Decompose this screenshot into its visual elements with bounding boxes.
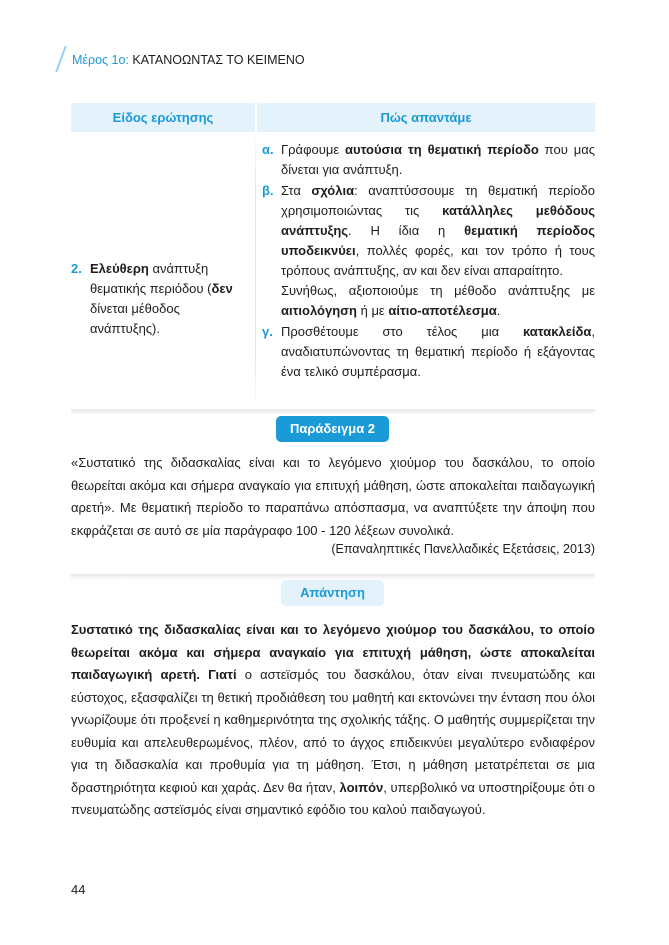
example-source: (Επαναληπτικές Πανελλαδικές Εξετάσεις, 2013): [331, 542, 595, 556]
question-type-text: Ελεύθερη ανάπτυξη θεματικής περιόδου (δεν δίνεται μέθοδος ανάπτυξης).: [90, 261, 233, 336]
answer-steps: [262, 140, 595, 383]
table-header-question-type: Είδος ερώτησης: [112, 110, 214, 125]
answer-step-c: γ. Προσθέτουμε στο τέλος μια κατακλείδα, αναδιατυπώνοντας τη θεματική περίοδο ή εξάγοντας ένα τελικό συμπέρασμα.: [262, 324, 595, 379]
header-title: ΚΑΤΑΝΟΩΝΤΑΣ ΤΟ ΚΕΙΜΕΝΟ: [132, 53, 305, 67]
answer-step-b-extra: Συνήθως, αξιοποιούμε τη μέθοδο ανάπτυξης με αιτιολόγηση ή με αίτιο-αποτέλεσμα.: [281, 283, 595, 318]
table-bottom-shadow: [71, 409, 595, 415]
answer-topic-sentence: Συστατικό της διδασκαλίας είναι και το λεγόμενο χιούμορ του δασκάλου, το οποίο θεωρείται ακόμα και σήμερα αναγκαίο για επιτυχή μάθηση, ώστε αποκαλείται παιδαγωγική αρετή.: [71, 622, 595, 682]
table-body-row: [71, 132, 595, 410]
answer-step-b: β. Στα σχόλια: αναπτύσσουμε τη θεματική περίοδο χρησιμοποιώντας τις κατάλληλες μεθόδους ανάπτυξης. Η ίδια η θεματική περίοδος υποδεικνύει, πολλές φορές, και τον τρόπο ή τους τρόπους ανάπτυξης, αν και δεν είναι απαραίτητο. Συνήθως, αξιοποιούμε τη μέθοδο ανάπτυξης με αιτιολόγηση ή με αίτιο-αποτέλεσμα.: [262, 181, 595, 321]
question-type-cell: [71, 259, 251, 339]
question-type-number: 2.: [71, 261, 82, 276]
header-part-label: Μέρος 1ο:: [72, 53, 129, 67]
page-number: 44: [71, 882, 86, 897]
example-exercise-text: «Συστατικό της διδασκαλίας είναι και το λεγόμενο χιούμορ του δασκάλου, το οποίο θεωρείται ακόμα και σήμερα αναγκαίο για επιτυχή μάθηση, ώστε αποκαλείται παιδαγωγική αρετή». Με θεματική περίοδο το παραπάνω απόσπασμα, να αναπτύξετε την άποψη που εκφράζεται σε αυτό σε μία παράγραφο 100 - 120 λέξεων συνολικά.: [71, 455, 595, 538]
table-header-row: [71, 103, 595, 132]
answer-step-a: α. Γράφουμε αυτούσια τη θεματική περίοδο που μας δίνεται για ανάπτυξη.: [262, 142, 595, 177]
step-marker: β.: [262, 183, 274, 198]
example-badge: Παράδειγμα 2: [276, 416, 389, 442]
step-marker: α.: [262, 142, 274, 157]
table-header-how-to-answer: Πώς απαντάμε: [380, 110, 472, 125]
header-slash-decoration: [55, 46, 66, 72]
answer-paragraph: Συστατικό της διδασκαλίας είναι και το λεγόμενο χιούμορ του δασκάλου, το οποίο θεωρείται ακόμα και σήμερα αναγκαίο για επιτυχή μάθηση, ώστε αποκαλείται παιδαγωγική αρετή. Γιατί ο αστεϊσμός του δασκάλου, όταν είναι πνευματώδης και εύστοχος, εξασφαλίζει τη θετική προδιάθεση του μαθητή και εκτονώνει την ένταση που όλοι γνωρίζουμε ότι προξενεί η καθημερινότητα της σχολικής τάξης. Ο μαθητής συμμερίζεται την ευθυμία και απελευθερωμένος, πλέον, από το άγχος επιδεικνύει μεγαλύτερο ενδιαφέρον για τη διδασκαλία και προθυμία για τη μάθηση. Έτσι, η μάθηση μετατρέπεται σε μια δραστηριότητα κεφιού και χαράς. Δεν θα ήταν, λοιπόν, υπερβολικό να υποστηρίξουμε ότι ο πνευματώδης αστεϊσμός είναι σημαντικό εφόδιο του καλού παιδαγωγού.: [71, 622, 595, 817]
table-column-divider: [255, 132, 256, 410]
answer-badge: Απάντηση: [281, 580, 384, 606]
question-type-table: [71, 103, 595, 410]
step-marker: γ.: [262, 324, 273, 339]
header-text: [72, 53, 305, 67]
